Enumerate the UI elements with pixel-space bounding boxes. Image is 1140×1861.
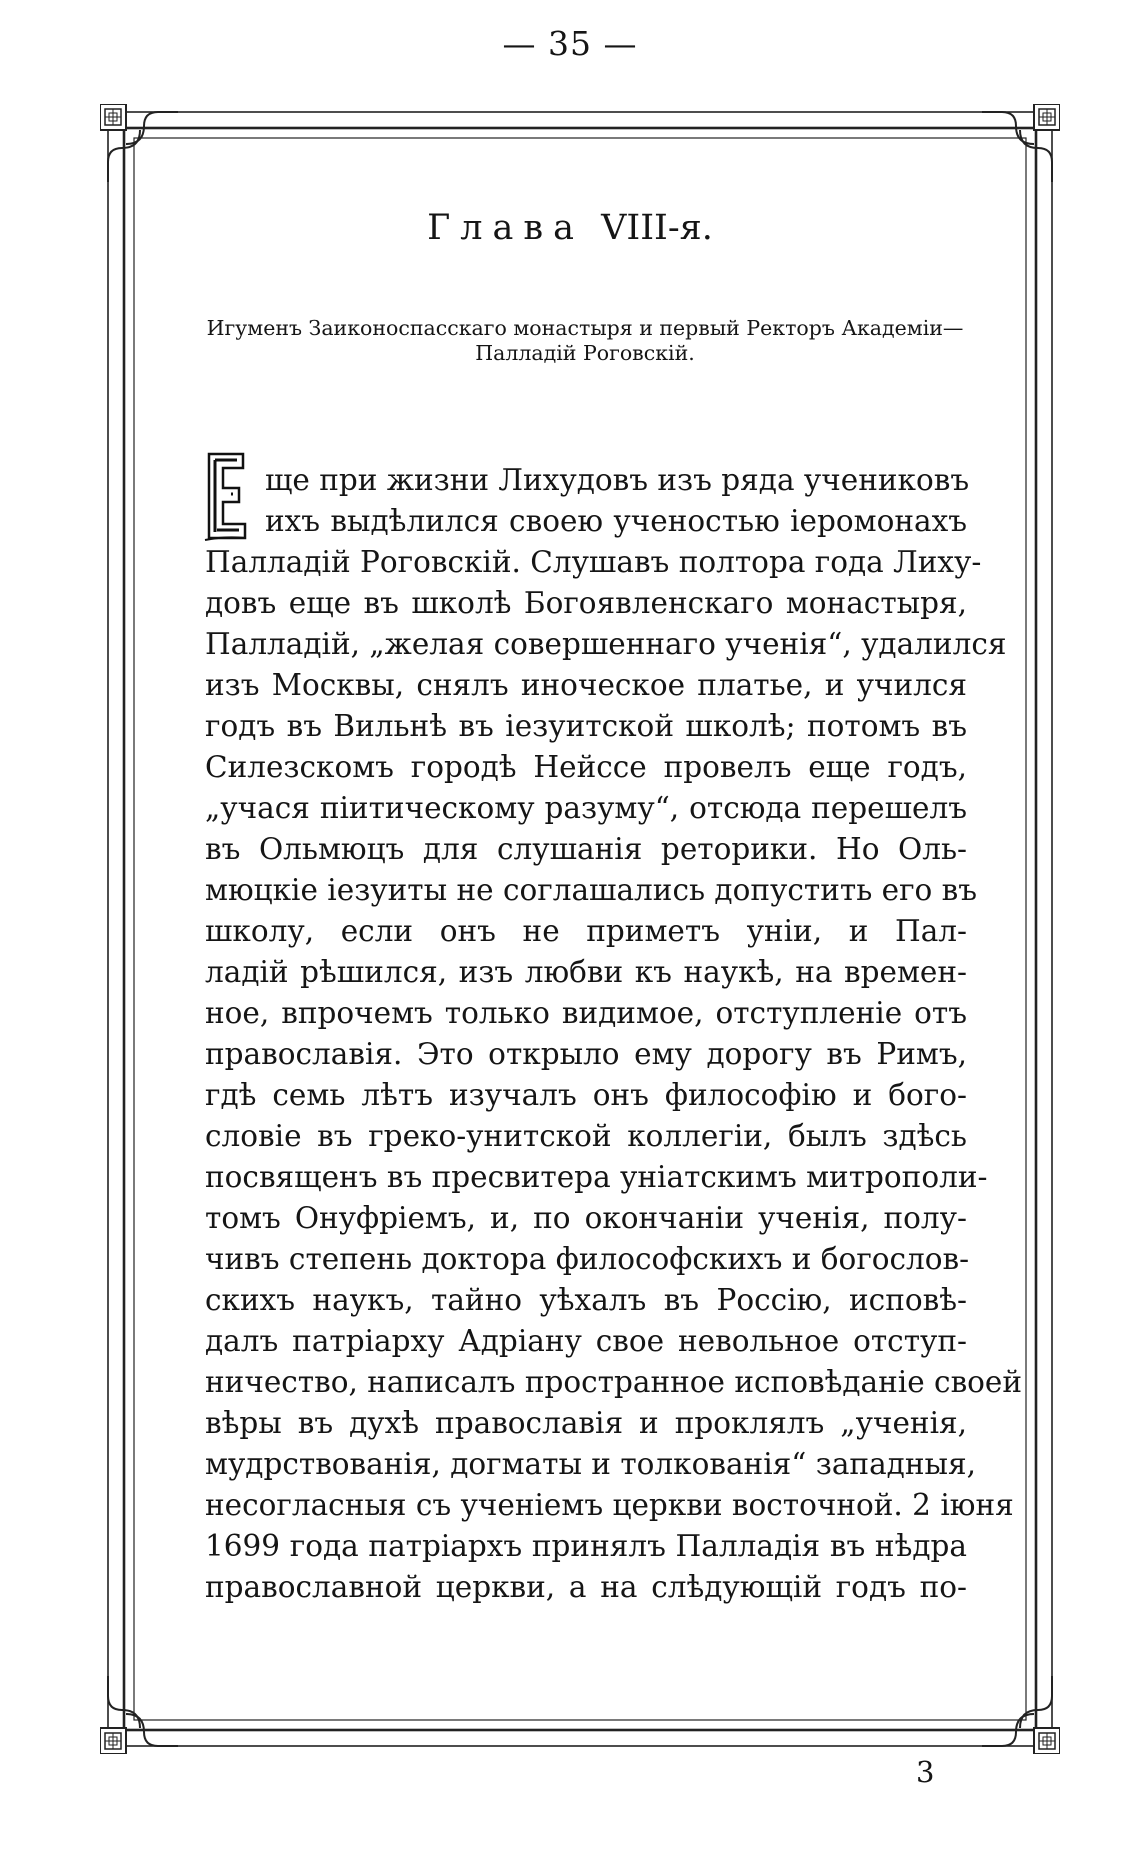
text-line: мудрствованія, догматы и толкованія“ западныя, bbox=[205, 1447, 976, 1481]
subtitle-line-1: Игуменъ Заиконоспасскаго монастыря и первый Ректоръ Академіи— bbox=[206, 316, 964, 340]
page-number: — 35 — bbox=[502, 24, 638, 63]
text-line: православія. Это открыло ему дорогу въ Римъ, bbox=[205, 1037, 967, 1071]
text-line: ихъ выдѣлился своею ученостью іеромонахъ bbox=[265, 504, 967, 538]
text-line: годъ въ Вильнѣ въ іезуитской школѣ; потомъ въ bbox=[205, 709, 967, 743]
text-line: ще при жизни Лихудовъ изъ ряда учениковъ bbox=[265, 463, 970, 497]
text-line: чивъ степень доктора философскихъ и богослов- bbox=[205, 1242, 970, 1276]
text-line: несогласныя съ ученіемъ церкви восточной. 2 іюня bbox=[205, 1488, 1014, 1522]
chapter-title-word: Глава bbox=[427, 208, 584, 248]
corner-ornament-bottom-right bbox=[982, 1676, 1060, 1754]
text-line: вѣры въ духѣ православія и проклялъ „ученія, bbox=[205, 1406, 967, 1440]
text-line: православной церкви, а на слѣдующій годъ по- bbox=[205, 1570, 967, 1604]
text-line: довъ еще въ школѣ Богоявленскаго монастыря, bbox=[205, 586, 967, 620]
corner-ornament-top-left bbox=[100, 104, 178, 182]
text-line: далъ патріарху Адріану свое невольное отступ- bbox=[205, 1324, 967, 1358]
corner-ornament-top-right bbox=[982, 104, 1060, 182]
paragraph bbox=[205, 460, 1023, 1608]
chapter-subtitle bbox=[200, 316, 970, 366]
text-line: Силезскомъ городѣ Нейссе провелъ еще годъ, bbox=[205, 750, 967, 784]
signature-mark: 3 bbox=[916, 1755, 935, 1789]
chapter-title-number: VIII-я. bbox=[601, 208, 713, 248]
text-line: словіе въ греко-унитской коллегіи, былъ здѣсь bbox=[205, 1119, 967, 1153]
text-line: школу, если онъ не приметъ уніи, и Пал- bbox=[205, 914, 967, 948]
text-line: посвященъ въ пресвитера уніатскимъ митрополи- bbox=[205, 1160, 988, 1194]
text-line: мюцкіе іезуиты не соглашались допустить его въ bbox=[205, 873, 978, 907]
subtitle-line-2: Палладій Роговскій. bbox=[475, 341, 695, 365]
text-line: 1699 года патріархъ принялъ Палладія въ нѣдра bbox=[205, 1529, 967, 1563]
text-line: скихъ наукъ, тайно уѣхалъ въ Россію, исповѣ- bbox=[205, 1283, 967, 1317]
text-line: ное, впрочемъ только видимое, отступленіе отъ bbox=[205, 996, 967, 1030]
text-line: Палладій, „желая совершеннаго ученія“, удалился bbox=[205, 627, 1007, 661]
text-line: Палладій Роговскій. Слушавъ полтора года Лиху- bbox=[205, 545, 982, 579]
text-line: ничество, написалъ пространное исповѣданіе своей bbox=[205, 1365, 1023, 1399]
body-text bbox=[205, 460, 1023, 1608]
text-line: въ Ольмюцъ для слушанія реторики. Но Оль- bbox=[205, 832, 967, 866]
corner-ornament-bottom-left bbox=[100, 1676, 178, 1754]
text-line: гдѣ семь лѣтъ изучалъ онъ философію и бого- bbox=[205, 1078, 967, 1112]
text-line: „учася піитическому разуму“, отсюда перешелъ bbox=[205, 791, 967, 825]
text-line: изъ Москвы, снялъ иноческое платье, и учился bbox=[205, 668, 967, 702]
chapter-title bbox=[0, 208, 1140, 248]
text-line: томъ Онуфріемъ, и, по окончаніи ученія, полу- bbox=[205, 1201, 967, 1235]
text-line: ладій рѣшился, изъ любви къ наукѣ, на времен- bbox=[205, 955, 967, 989]
